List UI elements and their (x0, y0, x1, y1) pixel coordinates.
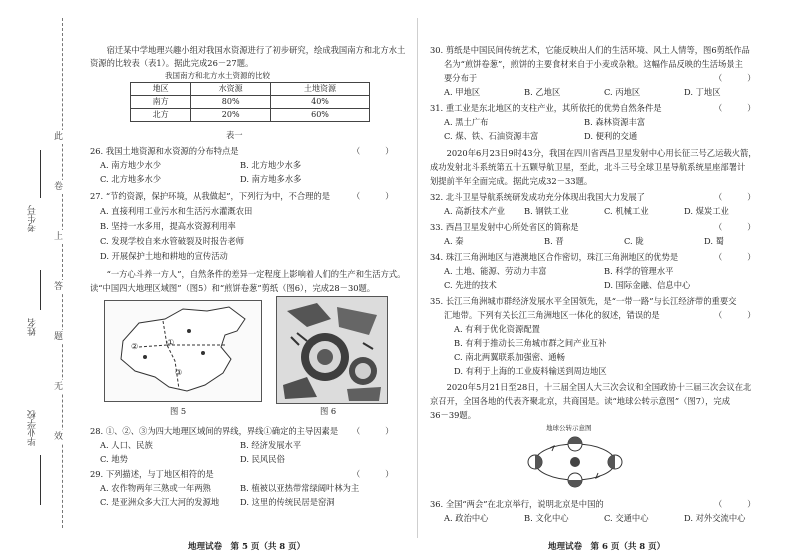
question-31-stem: 31. 重工业是东北地区的支柱产业，其所依托的优势自然条件是 (430, 103, 662, 113)
option: C. 交通中心 (604, 513, 649, 523)
margin-marker-char: 无 (54, 382, 64, 392)
option: B. 北方地少水多 (240, 160, 302, 170)
answer-paren: （ ） (714, 499, 756, 509)
option: B. 钢铁工业 (524, 206, 569, 216)
question-33-stem: 33. 西昌卫星发射中心所处省区的简称是 (430, 222, 579, 232)
margin-marker-char: 卷 (54, 182, 64, 192)
option: C. 北方地多水少 (100, 174, 162, 184)
lead-paragraph: 成功发射北斗系统第五十五颗导航卫星，至此，北斗三号全球卫星导航系统星座部署计 (430, 162, 746, 172)
margin-marker-char: 题 (54, 332, 64, 342)
region-boundary-numeral: ① (167, 338, 175, 347)
page-footer: 地理试卷 第 6 页（共 8 页） (548, 542, 666, 552)
answer-paren: （ ） (714, 192, 756, 202)
table-label: 表一 (226, 130, 243, 140)
lead-paragraph: 京召开，全国各地的代表齐聚北京，共商国是。读“地球公转示意图”（图7），完成 (430, 396, 731, 406)
region-boundary-numeral: ③ (175, 368, 183, 377)
question-32-stem: 32. 北斗卫星导航系统研发成功充分体现出我国大力发展了 (430, 192, 645, 202)
intro-line: 宿迁某中学地理兴趣小组对我国水资源进行了初步研究，绘成我国南方和北方水土 (90, 45, 406, 55)
answer-paren: （ ） (352, 191, 394, 201)
table-cell: 80% (191, 96, 271, 109)
option: D. 南方地多水多 (240, 174, 302, 184)
option: D. 这里的传统民居是窑洞 (240, 497, 335, 507)
option: D. 蜀 (704, 236, 724, 246)
table-header-cell: 土地资源 (271, 83, 370, 96)
question-30-line: 名为“煎饼卷葱”，煎饼的主要食材来自于小麦或杂粮。这幅作品反映的生活场景主 (444, 59, 743, 69)
option: D. 开展保护土地和耕地的宣传活动 (100, 251, 228, 261)
table-cell: 南方 (131, 96, 191, 109)
option: C. 丙地区 (604, 87, 641, 97)
table-cell: 20% (191, 109, 271, 122)
answer-paren: （ ） (352, 469, 394, 479)
question-26-stem: 26. 我国土地资源和水资源的分布特点是 (90, 146, 239, 156)
answer-paren: （ ） (714, 222, 756, 232)
intro-line: 资源的比较表（表1）。据此完成26－27题。 (90, 58, 254, 68)
table-cell: 60% (271, 109, 370, 122)
school-line (40, 455, 41, 505)
candidate-number-label: 考生号 (28, 205, 38, 232)
earth-revolution-graphic (520, 424, 630, 492)
margin-marker-char: 上 (54, 232, 64, 242)
answer-paren: （ ） (714, 252, 756, 262)
figure-6-label: 图 6 (320, 406, 337, 416)
option: C. 陇 (624, 236, 644, 246)
margin-marker-char: 效 (54, 432, 64, 442)
option: A. 秦 (444, 236, 464, 246)
option: B. 经济发展水平 (240, 440, 302, 450)
option: C. 先进的技术 (444, 280, 497, 290)
lead-paragraph: 划提前半年全面完成。据此完成32－33题。 (430, 176, 593, 186)
page-divider (417, 18, 418, 538)
region-boundary-numeral: ② (131, 342, 139, 351)
option: A. 直接利用工业污水和生活污水灌溉农田 (100, 206, 253, 216)
question-27-stem: 27. “节约资源，保护环境，从我做起”，下列行为中，不合理的是 (90, 191, 331, 201)
answer-paren: （ ） (352, 146, 394, 156)
table-header-row (131, 83, 370, 96)
school-label: 毕业学校 (28, 410, 38, 446)
option: A. 政治中心 (444, 513, 489, 523)
table-cell: 40% (271, 96, 370, 109)
figure-5-map (104, 300, 262, 402)
option: A. 有利于优化资源配置 (454, 324, 540, 334)
table-cell: 北方 (131, 109, 191, 122)
option: B. 晋 (544, 236, 564, 246)
option: D. 煤炭工业 (684, 206, 729, 216)
lead-paragraph: 读“中国四大地理区域图”（图5）和“煎饼卷葱”剪纸（图6），完成28－30题。 (90, 283, 376, 293)
figure-7-title: 地球公转示意图 (546, 424, 592, 432)
option: A. 南方地少水少 (100, 160, 162, 170)
option: B. 森林资源丰富 (584, 117, 646, 127)
papercut-graphic (277, 297, 387, 403)
china-regions-map-graphic (105, 301, 261, 401)
name-line (40, 270, 41, 310)
option: B. 坚持一水多用，提高水资源利用率 (100, 221, 236, 231)
answer-paren: （ ） (714, 310, 756, 320)
option: D. 民风民俗 (240, 454, 285, 464)
lead-paragraph: 2020年6月23日9时43分，我国在四川省西昌卫星发射中心用长征三号乙运载火箭， (430, 148, 757, 158)
option: C. 机械工业 (604, 206, 649, 216)
question-36-stem: 36. 全国“两会”在北京举行，说明北京是中国的 (430, 499, 604, 509)
question-35-line: 35. 长江三角洲城市群经济发展水平全国领先，是“一带一路”与长江经济带的重要交 (430, 296, 737, 306)
margin-marker-char: 此 (54, 132, 64, 142)
option: C. 是亚洲众多大江大河的发源地 (100, 497, 220, 507)
margin-marker-char: 答 (54, 282, 64, 292)
answer-paren: （ ） (714, 103, 756, 113)
answer-paren: （ ） (352, 426, 394, 436)
option: C. 地势 (100, 454, 128, 464)
option: C. 南北两翼联系加强密、通畅 (454, 352, 565, 362)
option: B. 科学的管理水平 (604, 266, 674, 276)
lead-paragraph: “一方心斗养一方人”，自然条件的差异一定程度上影响着人们的生产和生活方式。 (90, 269, 406, 279)
option: A. 黑土广布 (444, 117, 489, 127)
option: A. 人口、民族 (100, 440, 153, 450)
table-caption: 我国南方和北方水土资源的比较 (165, 71, 270, 80)
figure-5-label: 图 5 (170, 406, 187, 416)
resource-table (130, 82, 370, 122)
lead-paragraph: 36－39题。 (430, 410, 477, 420)
answer-paren: （ ） (714, 73, 756, 83)
question-30-line: 要分布于 (444, 73, 478, 83)
option: B. 植被以亚热带常绿阔叶林为主 (240, 483, 360, 493)
question-30-line: 30. 剪纸是中国民间传统艺术，它能反映出人们的生活环境、风土人情等，图6剪纸作品 (430, 45, 750, 55)
table-row (131, 109, 370, 122)
option: D. 有利于上海的工业废料输送到周边地区 (454, 366, 607, 376)
page-footer: 地理试卷 第 5 页（共 8 页） (188, 542, 306, 552)
lead-paragraph: 2020年5月21日至28日，十三届全国人大三次会议和全国政协十三届三次会议在北 (430, 382, 752, 392)
option: B. 乙地区 (524, 87, 561, 97)
question-29-stem: 29. 下列描述，与丁地区相符的是 (90, 469, 214, 479)
option: D. 国际金融、信息中心 (604, 280, 691, 290)
option: B. 有利于推动长三角城市群之间产业互补 (454, 338, 607, 348)
option: A. 土地、能源、劳动力丰富 (444, 266, 547, 276)
figure-7-diagram (520, 424, 630, 492)
question-28-stem: 28. ①、②、③为四大地理区域间的界线，界线①确定的主导因素是 (90, 426, 339, 436)
option: C. 煤、铁、石油资源丰富 (444, 131, 539, 141)
table-header-cell: 水资源 (191, 83, 271, 96)
table-header-cell: 地区 (131, 83, 191, 96)
name-label: 姓名 (28, 318, 38, 336)
candidate-number-line (40, 150, 41, 198)
cut-line (62, 18, 63, 528)
option: D. 丁地区 (684, 87, 721, 97)
question-35-line: 汇地带。下列有关长江三角洲地区一体化的叙述，错误的是 (444, 310, 660, 320)
binding-margin (0, 0, 78, 560)
option: D. 对外交流中心 (684, 513, 746, 523)
table-row (131, 96, 370, 109)
option: A. 甲地区 (444, 87, 481, 97)
option: B. 文化中心 (524, 513, 569, 523)
option: A. 高新技术产业 (444, 206, 506, 216)
option: C. 发现学校自来水管破裂及时报告老师 (100, 236, 245, 246)
option: D. 便利的交通 (584, 131, 638, 141)
figure-6-papercut (276, 296, 388, 404)
question-34-stem: 34. 珠江三角洲地区与港澳地区合作密切，珠江三角洲地区的优势是 (430, 252, 679, 262)
option: A. 农作物两年三熟或一年两熟 (100, 483, 211, 493)
